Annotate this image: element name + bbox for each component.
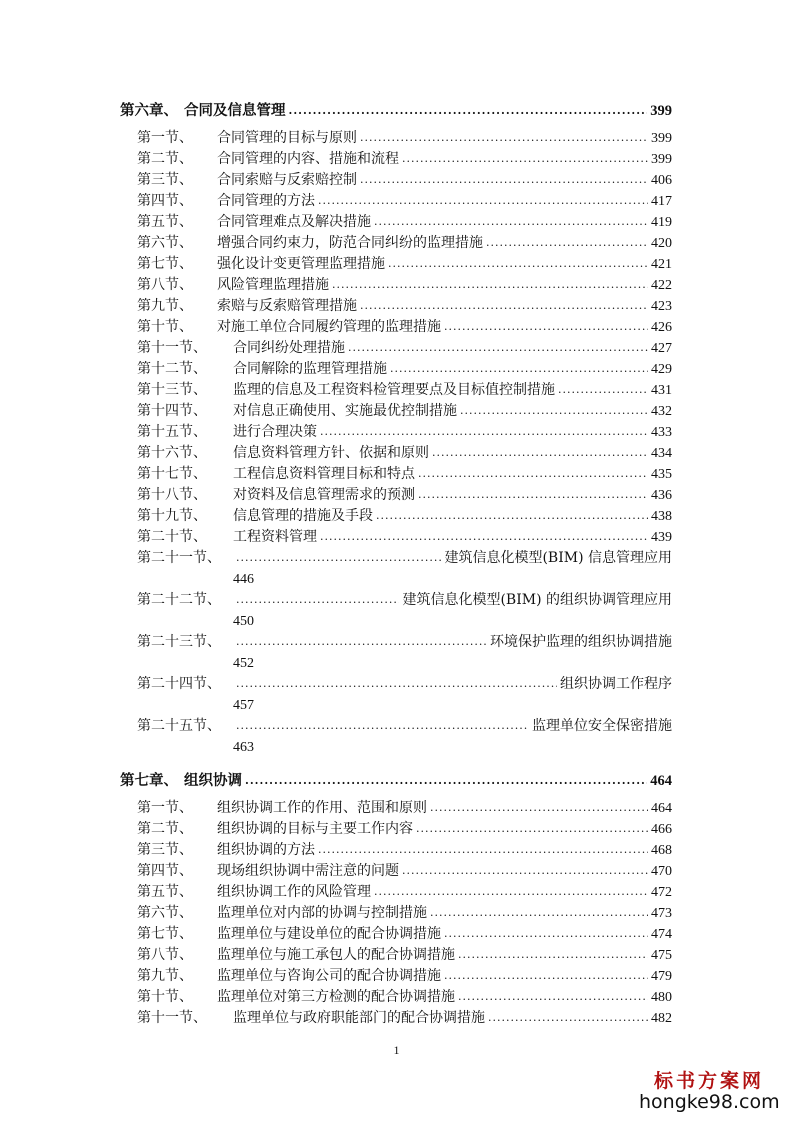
toc-section-entry[interactable]: [120, 483, 672, 504]
section-title: 监理单位对内部的协调与控制措施: [217, 905, 427, 921]
section-title: 组织协调工作的风险管理: [217, 884, 371, 900]
dot-leader: [245, 775, 647, 786]
toc-section-entry[interactable]: [120, 1006, 672, 1027]
section-number: 第十九节、: [137, 508, 207, 524]
section-title: 合同索赔与反索赔控制: [217, 172, 357, 188]
dot-leader: [430, 907, 648, 918]
toc-chapter-entry[interactable]: [120, 92, 672, 120]
section-number: 第二十节、: [137, 529, 207, 545]
section-page: 426: [651, 320, 672, 335]
toc-section-line: [137, 546, 672, 567]
section-number: 第六节、: [137, 235, 193, 251]
watermark-cn: 标书方案网: [653, 1070, 764, 1092]
toc-section-entry[interactable]: [120, 504, 672, 525]
section-page: 438: [651, 509, 672, 524]
section-title: 对信息正确使用、实施最优控制措施: [233, 403, 457, 419]
dot-leader: [402, 153, 648, 164]
dot-leader: [236, 720, 529, 731]
dot-leader: [558, 384, 648, 395]
section-page: 463: [233, 740, 254, 755]
section-number: 第十八节、: [137, 487, 207, 503]
section-title: 现场组织协调中需注意的问题: [217, 863, 399, 879]
section-title: 监理单位与建设单位的配合协调措施: [217, 926, 441, 942]
section-page: 431: [651, 383, 672, 398]
section-title: 监理单位与施工承包人的配合协调措施: [217, 947, 455, 963]
section-number: 第一节、: [137, 800, 193, 816]
section-number: 第二十一节、: [137, 550, 221, 566]
section-page: 420: [651, 236, 672, 251]
section-page: 466: [651, 822, 672, 837]
section-title: 合同管理难点及解决措施: [217, 214, 371, 230]
section-number: 第八节、: [137, 277, 193, 293]
section-page: 434: [651, 446, 672, 461]
dot-leader: [458, 949, 648, 960]
toc-section-entry[interactable]: [120, 420, 672, 441]
toc-section-entry[interactable]: [120, 588, 672, 630]
section-title: 增强合同约束力，防范合同纠纷的监理措施: [217, 235, 483, 251]
section-title: 组织协调的目标与主要工作内容: [217, 821, 413, 837]
chapter-page: 464: [650, 773, 672, 789]
section-page: 406: [651, 173, 672, 188]
toc-section-entry[interactable]: [120, 922, 672, 943]
section-title: 监理的信息及工程资料检管理要点及目标值控制措施: [233, 382, 555, 398]
toc-section-entry[interactable]: [120, 714, 672, 756]
dot-leader: [318, 195, 648, 206]
section-number: 第七节、: [137, 926, 193, 942]
section-page: 450: [233, 614, 254, 629]
toc-section-entry[interactable]: [120, 796, 672, 817]
section-number: 第二十五节、: [137, 718, 221, 734]
section-title: 合同解除的监理管理措施: [233, 361, 387, 377]
section-page: 464: [651, 801, 672, 816]
section-page: 473: [651, 906, 672, 921]
toc-section-entry[interactable]: [120, 252, 672, 273]
dot-leader: [402, 865, 648, 876]
toc-section-entry[interactable]: [120, 901, 672, 922]
dot-leader: [360, 174, 648, 185]
dot-leader: [458, 991, 648, 1002]
dot-leader: [320, 426, 648, 437]
section-page: 417: [651, 194, 672, 209]
section-page: 419: [651, 215, 672, 230]
dot-leader: [348, 342, 648, 353]
section-page: 446: [233, 572, 254, 587]
section-number: 第一节、: [137, 130, 193, 146]
toc-section-entry[interactable]: [120, 838, 672, 859]
section-number: 第十七节、: [137, 466, 207, 482]
toc-section-entry[interactable]: [120, 147, 672, 168]
toc-section-entry[interactable]: [120, 357, 672, 378]
section-page: 399: [651, 131, 672, 146]
section-title: 信息管理的措施及手段: [233, 508, 373, 524]
table-of-contents: [120, 92, 672, 1027]
section-page: 399: [651, 152, 672, 167]
section-title: 信息资料管理方针、依据和原则: [233, 445, 429, 461]
section-page: 452: [233, 656, 254, 671]
section-number: 第二十四节、: [137, 676, 221, 692]
section-number: 第四节、: [137, 193, 193, 209]
chapter-gap: [120, 756, 672, 760]
section-number: 第十二节、: [137, 361, 207, 377]
section-title: 合同纠纷处理措施: [233, 340, 345, 356]
section-number: 第九节、: [137, 298, 193, 314]
section-title: 对资料及信息管理需求的预测: [233, 487, 415, 503]
toc-section-entry[interactable]: [120, 336, 672, 357]
section-title: 监理单位与政府职能部门的配合协调措施: [233, 1010, 485, 1026]
section-number: 第六节、: [137, 905, 193, 921]
section-number: 第十三节、: [137, 382, 207, 398]
toc-section-entry[interactable]: [120, 294, 672, 315]
toc-section-entry[interactable]: [120, 880, 672, 901]
section-title: 风险管理监理措施: [217, 277, 329, 293]
section-page: 423: [651, 299, 672, 314]
chapter-title: 组织协调: [184, 772, 242, 789]
section-number: 第二节、: [137, 821, 193, 837]
dot-leader: [390, 363, 648, 374]
dot-leader: [418, 468, 648, 479]
section-number: 第三节、: [137, 842, 193, 858]
section-title: 工程资料管理: [233, 529, 317, 545]
toc-section-line: [137, 672, 672, 693]
section-page: 435: [651, 467, 672, 482]
toc-section-entry[interactable]: [120, 399, 672, 420]
page-number: 1: [393, 1043, 400, 1057]
toc-section-entry[interactable]: [120, 859, 672, 880]
section-page: 482: [651, 1011, 672, 1026]
section-number: 第十一节、: [137, 340, 207, 356]
dot-leader: [388, 258, 648, 269]
section-page: 436: [651, 488, 672, 503]
toc-section-entry[interactable]: [120, 189, 672, 210]
section-title: 索赔与反索赔管理措施: [217, 298, 357, 314]
section-title: 强化设计变更管理监理措施: [217, 256, 385, 272]
toc-section-line: [137, 588, 672, 609]
toc-section-entry[interactable]: [120, 210, 672, 231]
section-title: 建筑信息化模型(BIM) 信息管理应用: [444, 550, 672, 566]
section-page: 475: [651, 948, 672, 963]
toc-section-entry[interactable]: [120, 943, 672, 964]
section-page: 429: [651, 362, 672, 377]
section-page: 479: [651, 969, 672, 984]
dot-leader: [360, 300, 648, 311]
dot-leader: [360, 132, 648, 143]
dot-leader: [432, 447, 648, 458]
section-title: 监理单位安全保密措施: [532, 718, 672, 734]
chapter-number: 第六章、: [120, 102, 178, 119]
toc-section-entry[interactable]: [120, 817, 672, 838]
chapter-title: 合同及信息管理: [184, 102, 286, 119]
section-page: 480: [651, 990, 672, 1005]
section-title: 环境保护监理的组织协调措施: [490, 634, 672, 650]
section-page: 439: [651, 530, 672, 545]
dot-leader: [430, 802, 648, 813]
toc-chapter-entry[interactable]: [120, 762, 672, 790]
dot-leader: [320, 531, 648, 542]
section-number: 第十六节、: [137, 445, 207, 461]
dot-leader: [332, 279, 648, 290]
section-number: 第十节、: [137, 989, 193, 1005]
dot-leader: [318, 844, 648, 855]
section-number: 第二节、: [137, 151, 193, 167]
toc-section-entry[interactable]: [120, 315, 672, 336]
toc-section-line: [137, 714, 672, 735]
section-title: 建筑信息化模型(BIM) 的组织协调管理应用: [402, 592, 672, 608]
watermark-url: hongke98.com: [639, 1091, 780, 1113]
chapter-number: 第七章、: [120, 772, 178, 789]
section-page: 421: [651, 257, 672, 272]
section-number: 第三节、: [137, 172, 193, 188]
dot-leader: [444, 970, 648, 981]
dot-leader: [416, 823, 648, 834]
section-number: 第十五节、: [137, 424, 207, 440]
dot-leader: [486, 237, 648, 248]
section-number: 第二十二节、: [137, 592, 221, 608]
toc-section-entry[interactable]: [120, 168, 672, 189]
section-page: 474: [651, 927, 672, 942]
toc-section-entry[interactable]: [120, 630, 672, 672]
dot-leader: [289, 105, 648, 116]
section-number: 第四节、: [137, 863, 193, 879]
toc-section-entry[interactable]: [120, 441, 672, 462]
section-title: 监理单位对第三方检测的配合协调措施: [217, 989, 455, 1005]
dot-leader: [376, 510, 648, 521]
toc-section-entry[interactable]: [120, 964, 672, 985]
dot-leader: [444, 928, 648, 939]
section-page: 433: [651, 425, 672, 440]
section-number: 第二十三节、: [137, 634, 221, 650]
section-number: 第八节、: [137, 947, 193, 963]
section-page: 422: [651, 278, 672, 293]
toc-section-entry[interactable]: [120, 231, 672, 252]
section-page: 432: [651, 404, 672, 419]
section-number: 第十节、: [137, 319, 193, 335]
section-title: 合同管理的内容、措施和流程: [217, 151, 399, 167]
toc-section-entry[interactable]: [120, 985, 672, 1006]
dot-leader: [460, 405, 648, 416]
section-number: 第九节、: [137, 968, 193, 984]
dot-leader: [236, 678, 557, 689]
dot-leader: [374, 886, 648, 897]
section-page: 427: [651, 341, 672, 356]
dot-leader: [236, 594, 399, 605]
dot-leader: [488, 1012, 648, 1023]
section-number: 第五节、: [137, 884, 193, 900]
toc-section-entry[interactable]: [120, 525, 672, 546]
dot-leader: [236, 636, 487, 647]
section-title: 对施工单位合同履约管理的监理措施: [217, 319, 441, 335]
toc-section-entry[interactable]: [120, 273, 672, 294]
section-number: 第十一节、: [137, 1010, 207, 1026]
toc-section-line: [137, 630, 672, 651]
section-title: 合同管理的目标与原则: [217, 130, 357, 146]
dot-leader: [374, 216, 648, 227]
toc-section-entry[interactable]: [120, 126, 672, 147]
chapter-page: 399: [650, 103, 672, 119]
section-page: 470: [651, 864, 672, 879]
section-page: 468: [651, 843, 672, 858]
section-title: 组织协调的方法: [217, 842, 315, 858]
toc-section-entry[interactable]: [120, 672, 672, 714]
section-title: 组织协调工作程序: [560, 676, 672, 692]
section-title: 组织协调工作的作用、范围和原则: [217, 800, 427, 816]
section-title: 合同管理的方法: [217, 193, 315, 209]
section-title: 工程信息资料管理目标和特点: [233, 466, 415, 482]
section-page: 472: [651, 885, 672, 900]
section-number: 第五节、: [137, 214, 193, 230]
dot-leader: [236, 552, 441, 563]
section-number: 第七节、: [137, 256, 193, 272]
section-page: 457: [233, 698, 254, 713]
toc-section-entry[interactable]: [120, 546, 672, 588]
watermark-logo: [639, 1066, 779, 1113]
section-title: 监理单位与咨询公司的配合协调措施: [217, 968, 441, 984]
section-title: 进行合理决策: [233, 424, 317, 440]
toc-section-entry[interactable]: [120, 462, 672, 483]
dot-leader: [444, 321, 648, 332]
toc-section-entry[interactable]: [120, 378, 672, 399]
section-number: 第十四节、: [137, 403, 207, 419]
dot-leader: [418, 489, 648, 500]
